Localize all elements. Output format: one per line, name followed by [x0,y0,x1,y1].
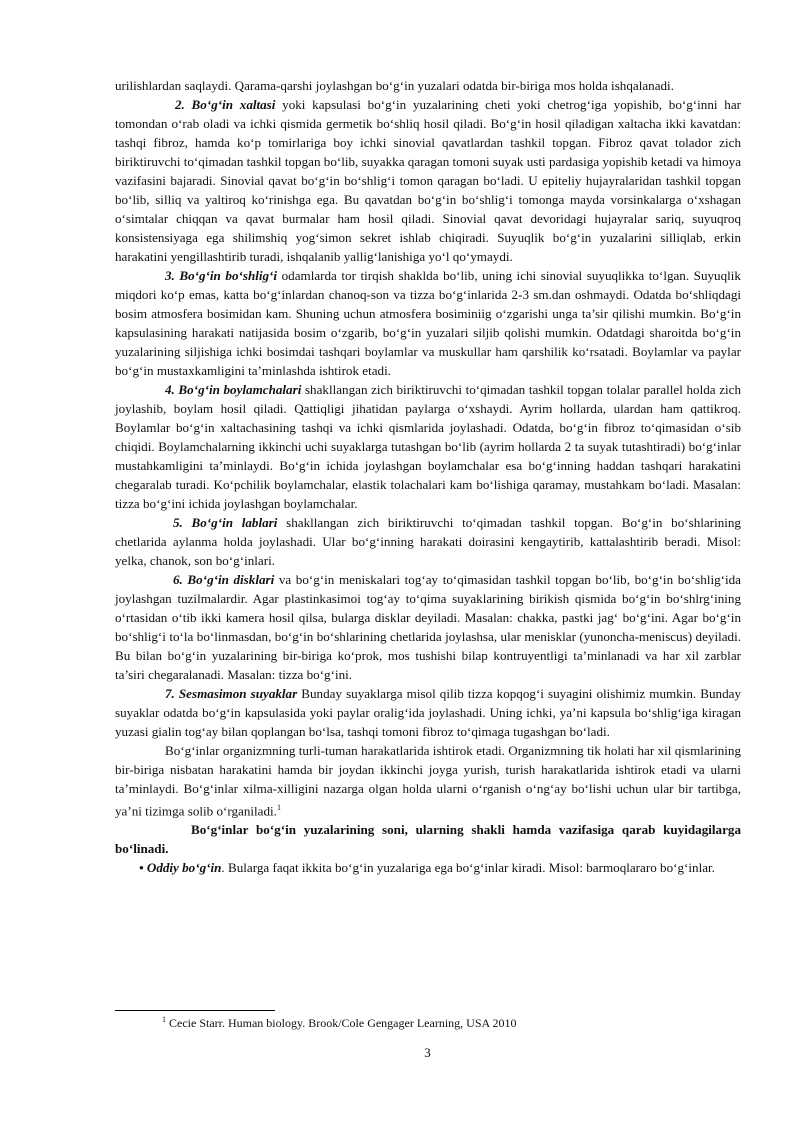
footnote [162,1015,517,1031]
term-heading: 7. Sesmasimon suyaklar [165,686,298,701]
term-heading: • Oddiy bo‘g‘in [139,860,222,876]
paragraph-oddiy-bogin: • Oddiy bo‘g‘in. Bularga faqat ikkita bo‘g‘in yuzalariga ega bo‘g‘inlar kiradi. Misol: barmoqlararo bo‘g‘inlar. [139,860,715,876]
body-text [115,76,741,877]
paragraph-bogin-xaltasi: 2. Bo‘g‘in xaltasi yoki kapsulasi bo‘g‘in yuzalarining cheti yoki chetrog‘iga yopishib, bo‘g‘inni har tomondan o‘rab oladi va ichki qismida germetik bo‘shliq hosil qiladi. Bo‘g‘in hosil qiladigan xaltacha ikki kavatdan: tashqi fibroz, hamda ko‘p tomirlariga boy ichki sinovial qavatlardan tashkil topgan. Fibroz qavat tolador zich biriktiruvchi to‘qimadan tashkil topgan bo‘lib, suyakka qaragan tomoni suyak usti pardasiga yopishib ketadi va himoya vazifasini bajaradi. Sinovial qavat bo‘g‘in bo‘shlig‘i tomon qaragan bo‘ladi. U epiteliy hujayralaridan tashkil topgan bo‘lib, silliq va yaltiroq ko‘rinishga ega. Bu qavatdan bo‘g‘in bo‘shlig‘i tomonga mayda vorsinkalarga o‘xshagan o‘simtalar chiqqan va qavat burmalar ham hosil qiladi. Sinovial qavat devoridagi hujayralar sariq, suyuqroq konsistensiyaga ega shilimshiq yog‘simon sekret ishlab chiqiradi. Suyuqlik bo‘g‘in yuzalarini silliqlab, erkin harakatini yengillashtirib turadi, ishqalanib yallig‘lanishiga yo‘l qo‘ymaydi. [115,97,741,264]
term-heading: 4. Bo‘g‘in boylamchalari [165,382,302,397]
paragraph-bogin-boylamchalari: 4. Bo‘g‘in boylamchalari shakllangan zich biriktiruvchi to‘qimadan tashkil topgan tolalar parallel holda zich joylashib, boylam hosil qiladi. Qattiqligi jihatidan paylarga o‘xshaydi. Ayrim hollarda, ulardan ham qattikroq. Boylamlar bo‘g‘in xaltachasining tashqi va ichki qismlarida joylashadi. Odatda, bo‘g‘in fibroz to‘qimasidan o‘sib chiqidi. Boylamchalarning ikkinchi uchi suyaklarga tutashgan bo‘lib (ayrim hollarda 2 ta suyak tutashtiradi) bo‘g‘inlar mustahkamligini ta’minlaydi. Bo‘g‘in ichida joylashgan boylamchalar esa bo‘g‘inning haddan tashqari harakatini chegaralab turadi. Ko‘pchilik boylamchalar, elastik tolachalari kam bo‘lishiga qaramay, mustahkam bo‘ladi. Masalan: tizza bo‘g‘ini ichida joylashgan boylamchalar. [115,382,741,511]
paragraph-boginlar-organizm: Bo‘g‘inlar organizmning turli-tuman harakatlarida ishtirok etadi. Organizmning tik holati har xil qismlarining bir-biriga nisbatan harakatini hamda bir joydan ikkinchi joyga yurish, turish harakatlarida ishtirok etadi va ularni ta’minlaydi. Bo‘g‘inlar xilma-xilligini nazarga olgan holda ularni o‘rganish o‘ng‘ay bo‘lishi uchun ular bir tartibga, ya’ni tizimga solib o‘rganiladi.$^1$ [115,743,741,819]
footnote-reference[interactable]: 1 [276,803,281,812]
paragraph-0: urilishlardan saqlaydi. Qarama-qarshi joylashgan bo‘g‘in yuzalari odatda bir-biriga mos holda ishqalanadi. [115,78,674,93]
term-heading: 3. Bo‘g‘in bo‘shlig‘i [165,268,278,283]
term-heading: 5. Bo‘g‘in lablari [173,515,278,530]
paragraph-sesmasimon-suyaklar: 7. Sesmasimon suyaklar Bunday suyaklarga misol qilib tizza kopqog‘i suyagini olishimiz mumkin. Bunday suyaklar odatda bo‘g‘in kapsulasida yoki paylar oralig‘ida joylashadi. Uning ichki, ya’ni kapsula bo‘shlig‘iga kiragan yuzasi gialin tog‘ay bilan qoplangan bo‘lsa, tashqi tomoni fibroz to‘qimaga tugashgan bo‘ladi. [115,686,741,739]
footnote-mark: 1 [162,1015,166,1024]
term-heading: 2. Bo‘g‘in xaltasi [175,97,276,112]
page-number: 3 [424,1045,431,1060]
footnote-text: Cecie Starr. Human biology. Brook/Cole Gengager Learning, USA 2010 [166,1016,517,1030]
paragraph-bogin-lablari: 5. Bo‘g‘in lablari shakllangan zich biriktiruvchi to‘qimadan tashkil topgan. Bo‘g‘in bo‘shlarining chetlarida aylanma holda joylashadi. Ular bo‘g‘inning harakati doirasini kengaytirib, kattalashtirib beradi. Misol: yelka, chanok, son bo‘g‘inlari. [115,515,741,568]
footnote-divider [115,1010,275,1011]
term-heading: 6. Bo‘g‘in disklari [173,572,275,587]
paragraph-bogin-boshligi: 3. Bo‘g‘in bo‘shlig‘i odamlarda tor tirqish shaklda bo‘lib, uning ichi sinovial suyuqlikka to‘lgan. Suyuqlik miqdori ko‘p emas, katta bo‘g‘inlardan chanoq-son va tizza bo‘g‘inlarida 2-3 sm.dan oshmaydi. Odatda bo‘shliqdagi bosim atmosfera bosimidan kam. Shuning uchun atmosfera bosiminiig o‘zgarishi unga ta’sir qilishi mumkin. Bo‘g‘in kapsulasining harakati natijasida bosim o‘zgarib, bo‘g‘in yuzalari siljib qolishi mumkin. Odatdagi sharoitda bo‘g‘in yuzalarining siljishiga ichki bosimdai tashqari boylamlar va muskullar ham qarshilik ko‘rsatadi. Boylamlar va paylar bo‘g‘in mustaxkamligini ta’minlashda ishtirok etadi. [115,268,741,378]
paragraph-bogin-disklari: 6. Bo‘g‘in disklari va bo‘g‘in meniskalari tog‘ay to‘qimasidan tashkil topgan bo‘lib, bo‘g‘in bo‘shlig‘ida joylashgan tuzilmalardir. Agar plastinkasimoi tog‘ay to‘qima suyaklarining birikish qismida bo‘g‘in bo‘shlrg‘ining o‘rtasidan o‘tib ikki kamera hosil qilsa, bularga disklar deyiladi. Masalan: chakka, pastki jag‘ bo‘g‘ini. Agar bo‘g‘in bo‘shlig‘i to‘la bo‘linmasdan, bo‘g‘in bo‘shlarining chetlarida joylashsa, ular menisklar (yunoncha-meniscus) deyiladi. Bu bilan bo‘g‘in yuzalarining bir-biriga ko‘prok, mos tushishi bilap kontruyentligi ta’minlanadi va har xil zarblar ta’siri chegaralanadi. Masalan: tizza bo‘g‘ini. [115,572,741,682]
paragraph-classification-heading: Bo‘g‘inlar bo‘g‘in yuzalarining soni, ularning shakli hamda vazifasiga qarab kuyidagilarga bo‘linadi. [115,822,741,857]
